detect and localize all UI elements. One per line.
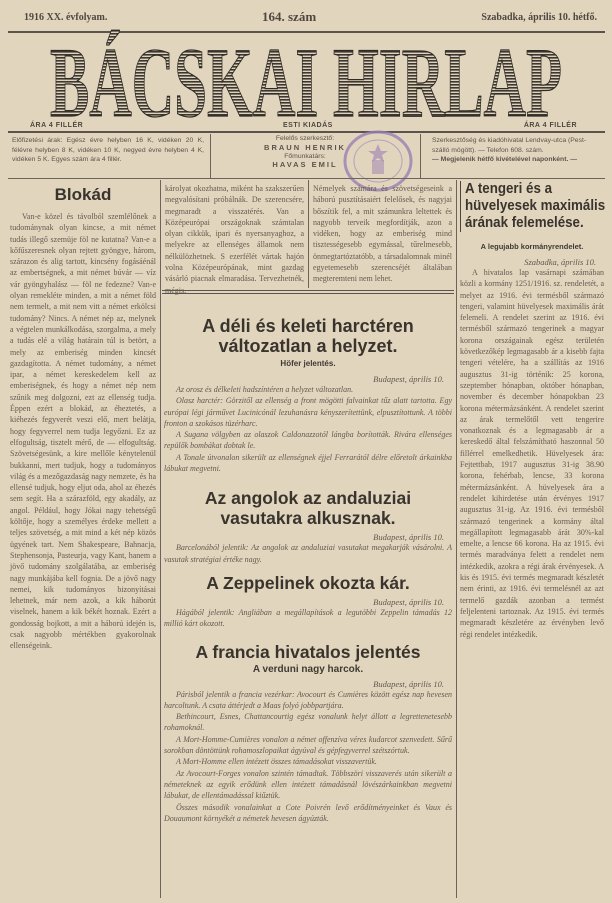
- article-title: Az angolok az andaluziai vasutakra alkusznak.: [204, 488, 412, 529]
- office-info: [432, 136, 602, 165]
- paragraph: Hágából jelentik: Angliában a megállapítások a legutóbbi Zeppelin támadás 12 millió kárt okozott.: [164, 607, 452, 629]
- paragraph: A Mort-Homme ellen intézett összes támadásokat visszavertük.: [176, 757, 377, 767]
- issue-date: Szabadka, április 10. hétfő.: [481, 12, 597, 23]
- masthead-title: BÁCSKAI HIRLAP: [50, 27, 562, 138]
- edition: ESTI KIADÁS: [283, 122, 333, 129]
- paragraph: A Tonale útvonalon sikerült az ellenségnek éjjel Ferrarától délre előretolt árkainkba lábukat megvetni.: [164, 452, 452, 474]
- volume: 1916 XX. évfolyam.: [24, 12, 108, 23]
- paragraph: Bethincourt, Esnes, Chattancourtig egész vonalunk helyt állott a legrettenetesebb rohamoknál.: [164, 712, 452, 733]
- article-title: Blokád: [54, 185, 112, 204]
- column-divider: [456, 180, 457, 898]
- article-france: [164, 642, 452, 825]
- article-subtitle: A legujabb kormányrendelet.: [480, 242, 584, 251]
- paragraph: A Mort-Homme-Cumières vonalon a német offenzíva véres kudarcot szenvedett. Sűrű sorokban döntöttünk rohamoszlopaikat ágyúval és gépfegyverrel szétszórtuk.: [164, 734, 452, 756]
- dateline: Szabadka, április 10.: [524, 257, 596, 267]
- divider: [8, 131, 605, 133]
- publication-schedule: — Megjelenik hétfő kivételével naponként. —: [432, 156, 578, 163]
- paragraph: Az orosz és délkeleti hadszíntéren a helyzet változatlan.: [176, 385, 354, 394]
- paragraph: Összes második vonalainkat a Cote Poivrén levő erődítményeinket és Vaux és Douaumont környékét a németek hevesen ágyúzták.: [164, 802, 452, 823]
- article-body: Van-e közel és távolból szemlélőnek a tudománynak olyan kincse, a mit német tudás illegő szemüje föl ne kutatna? Van-e a kőfűszeresnek olyan rejtett gyöngye, három, szárazon és alig tartott, kincsény fogásáénál az embertségnek, a mit német búvár — víz vár gyöngyhalász — föl ne fedezne? Van-e olyan remekléte minden, a mit a német föld nem termelt, a mit nem vitt a német erkölcsi tudomány? Nincs. A német nép az, melynek a végtelen munkálkodása, szorgalma, a mely a tudás elé a világ határain túl is betört, a mely az emberiség minden kincsét gazdagította. A német tudomány, a német ipar, a német kereskedelem kell az emberiségnek, és hogy a német nép nem szűnik meg dolgozni, ezt az ellenség tudja. Éppen ezért a blokád, az éheztetés, a kiéhezés fegyverét veszi elő, mert belátja, hogy fegyverrel nem tudja legyőzni. Ez az elfogultság, tisztelt mérő, de — elfogultság. Szövetségesünk, a kire mellőle kénytelenül bukkanni, mert tudjuk, hogy a tudományos világ és a mezőgazdaság nagy nemzete, és ha ellensé tudjuk, hogy eljut oda, ahol az éhezés sem segít. Ha a szárazföld, egy akadály, az angol. Például, hogy Jókai nagy tehetségű költője, hogy a személyes érdeke mellett a teljes szövetség, a mit mind a két nép közös ügyének tart. Nem Shakespeare, Bahnacja, Stephensonja, Pasteurja, vagy Kant, hanem a jövő tudomány szolgálatába, az emberiség nagy munkájába kell fognia. De a jövő nagy nemei, kik tudományos bizonyításai lehetnek, már nem azok, a kik háborút viselnek, hanem a kik békét hoznak. Ezért a gondosság bojkott, a mit a háború idején is, csak nagyobb mértékben gyakorolnak ellenségeink.: [10, 212, 156, 651]
- article-title: A Zeppelinek okozta kár.: [206, 572, 410, 593]
- article-subtitle: A verduni nagy harcok.: [252, 663, 364, 675]
- article-body: A hivatalos lap vasárnapi számában közli a kormány 1251/1916. sz. rendeletét, a melyet az 1916. évi termésből származó tengeri, valamint hüvelyesek maximális árát felemeli. A rendelet szerint az 1916. évi termésből származó tengerinek a magyar korona országainak egész területén következőkép legmagasabb ár a kisebb fajta tengeri vételére, ha a szállítás az 1916 augusztus 31-ig történik: 25 korona, szeptember hónapban, október hónapban, november és december hónapokban 23 korona métermázsánként. A rendelet szerint az árak termelőtől vett tengerire vonatkoznak és a legmagasabb ár a kereskedő által felszámítható haszonnal 50 fillérrel emelkedhetik. Hüvelyesek ára: Fejtettbab, 1917 augusztus 31-ig 38.90 korona, fehérbab, lencse, 33 korona métermázsánként. A hüvelyesek ára a rendelet kihirdetése után érvényes 1917 augusztus 31-ig. Az 1916. évi termésből származó tengerinek a kormány által megállapított legmagasabb árát 30%-kal emelte, a lencse 66 korona. Ha az 1915. évi termés maradványa felett a rendelet nem intézkedik, azokra a régi árak érvényesek. A kis és 1915. évi termés megmaradt készletét nem érinti, az 1916. évi termelésnél az azt termelő gazdák azonban a termést feljelenteni tartoznak. Az 1915. évi termés megmaradt készletére az érvényben levő régi rendelet intézkedik.: [460, 268, 604, 639]
- price-right: ÁRA 4 FILLÉR: [523, 122, 577, 129]
- divider: [420, 134, 421, 178]
- paragraph: Barcelonából jelentik: Az angolok az andaluziai vasutakat megakarják vásárolni. A vasutak stratégiai értéke nagy.: [164, 543, 452, 564]
- column-divider: [308, 180, 309, 288]
- divider: [8, 178, 605, 179]
- office-address: Szerkesztőség és kiadóhivatal Lendvay-utca (Pest-szálló mögött). — Telefon 608. szám.: [432, 137, 587, 154]
- dateline: Budapest, április 10.: [373, 374, 444, 384]
- article-zeppelin: [164, 573, 452, 630]
- article-prices: [460, 181, 604, 887]
- article-title: A tengeri és a hüvelyesek maximális árának felemelése.: [465, 181, 606, 231]
- dateline: Budapest, április 10.: [373, 596, 444, 607]
- editor-name: BRAUN HENRIK: [264, 142, 346, 152]
- paragraph: Párisból jelentik a francia vezérkar: Avocourt és Cumières között egész nap hevesen harcoltunk. A csata áttérjedt a Maas folyó jobbpartjára.: [164, 689, 452, 710]
- dateline: Budapest, április 10.: [373, 678, 444, 689]
- paragraph: A Sugana völgyben az olaszok Caldonazzotól lángba borították. Rivára ellenséges repülők bombákat dobtak le.: [164, 430, 452, 451]
- article-subtitle: Höfer jelentés.: [280, 359, 336, 368]
- coeditor-label: Főmunkatárs:: [284, 152, 326, 160]
- column-divider: [160, 180, 161, 898]
- dateline: Budapest, április 10.: [373, 532, 444, 543]
- article-spain: [164, 488, 452, 565]
- issue-number: 164. szám: [262, 9, 317, 24]
- article-title: A francia hivatalos jelentés: [195, 641, 421, 662]
- central-news: [164, 316, 452, 824]
- paragraph: Az Avocourt-Forges vonalon szintén támadtak. Többszöri visszaverés után sikerült a németeknek az egyik erődünk ellen intézett támadásnál lövészárkainkban megvetni lábukat, de ellentámadással kiűztük.: [164, 768, 452, 801]
- article-front: [164, 316, 452, 474]
- coeditor-name: HAVAS EMIL: [272, 160, 338, 170]
- editor-label: Felelős szerkesztő:: [275, 135, 335, 142]
- subscription-info: Előfizetési árak: Egész évre helyben 16 K, vidéken 20 K, félévre helyben 8 K, vidéken 10 K, negyed évre helyben 4 K, vidéken 5 K. Egyes szám ára 4 fillér.: [12, 137, 204, 163]
- article-blokad-continued: károlyat okozhatna, miként ha szakszerűen megvalósítani próbálnák. De szerencsére, megmaradt a visszatérés. Van a Középeurópai országoknak számtalan olyan cikkük, ipari és nyersanyaghoz, a melyekre az ellenséges államok nem nélkülözhetnek. S ezerfélét vártak hajón volna Középeurópának, mint gazdag vásárló piacnak elmaradása. Tervezhetnék, mégis.: [165, 184, 304, 295]
- paragraph: Olasz harctér: Görzitől az ellenség a front mögötti falvainkat tűz alatt tartotta. Egy európai légi járművet Lucinicónál lezuhanásra kényszerítettünk, elpusztítottunk. A többi fronton a szokásos tüzérharc.: [164, 396, 452, 428]
- article-title: A déli és keleti harctéren változatlan a helyzet.: [202, 316, 414, 356]
- divider: [162, 290, 454, 294]
- article-blokad: [10, 183, 156, 901]
- price-left: ÁRA 4 FILLÉR: [30, 122, 84, 129]
- article-blokad-continued: Némelyek számára és szövetségeseink a háború pusztításaiért felelősek, és nagyjai bőszítik fel, a mit számunkra leltettek és nagyobb terveik megfordítják, azon a vidéken, hogy az emberiség mind tisztességesebb egymással, tűrelmesebb, önmegtartóztatóbb, a társadalomnak minél egyetemesebb szerencséjét általában megteremteni nem lehet.: [313, 184, 452, 284]
- divider: [210, 134, 211, 178]
